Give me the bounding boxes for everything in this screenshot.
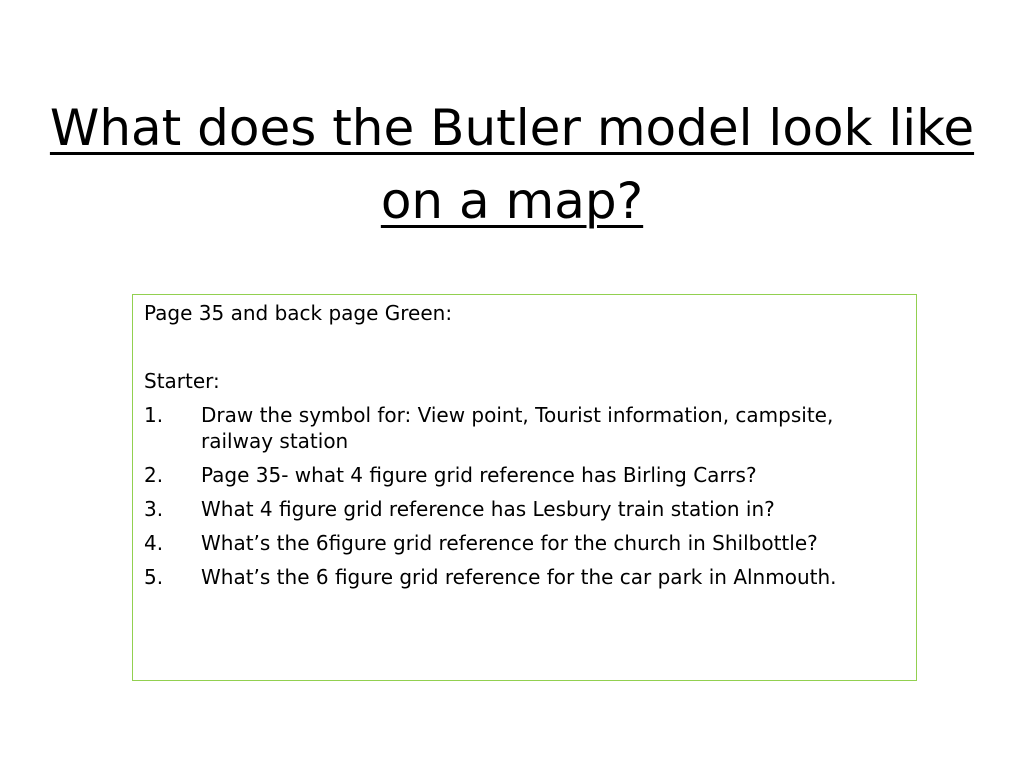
- question-number: 4.: [144, 531, 164, 555]
- list-item: [144, 530, 904, 556]
- question-text: What’s the 6 figure grid reference for the car park in Alnmouth.: [201, 565, 837, 589]
- slide-title: What does the Butler model look like on a map?: [49, 99, 975, 230]
- list-item: [144, 564, 904, 590]
- question-number: 1.: [144, 403, 164, 427]
- question-number: 3.: [144, 497, 164, 521]
- question-text: Page 35- what 4 figure grid reference has Birling Carrs?: [201, 463, 757, 487]
- content-box: [132, 294, 917, 681]
- question-text: Draw the symbol for: View point, Tourist information, campsite, railway station: [201, 403, 834, 453]
- question-list: [144, 402, 904, 598]
- question-number: 5.: [144, 565, 164, 589]
- question-number: 2.: [144, 463, 164, 487]
- list-item: [144, 462, 904, 488]
- list-item: [144, 402, 904, 454]
- question-text: What 4 figure grid reference has Lesbury train station in?: [201, 497, 775, 521]
- question-text: What’s the 6figure grid reference for the church in Shilbottle?: [201, 531, 818, 555]
- intro-text: Page 35 and back page Green:: [144, 301, 453, 325]
- list-item: [144, 496, 904, 522]
- starter-heading: Starter:: [144, 369, 220, 393]
